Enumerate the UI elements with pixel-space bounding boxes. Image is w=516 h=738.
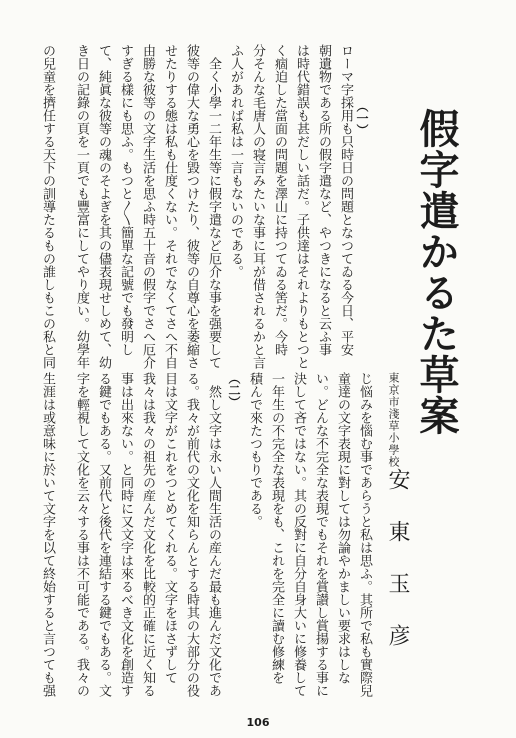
- text-line: 我々は我々の祖先の産んだ文化を比較的正確に近く知る: [140, 372, 155, 697]
- text-line: 字を輕視して文化を云々する事は不可能である。我々の: [74, 372, 89, 697]
- text-line: すぎる樣にも思ふ。もつと〳〵簡單な記號でも發明し: [118, 44, 133, 356]
- text-line: る鍵でもある。又前代と後代を連結する鍵でもある。文: [96, 372, 111, 697]
- text-line: 積んで來たつもりである。: [247, 372, 262, 528]
- text-line: 彼等の偉大な勇心を毀つけたり、彼等の自尊心を萎縮さ: [184, 44, 199, 369]
- text-line: 決して吝ではない。其の反對に自分自身大いに修養して: [291, 372, 306, 697]
- section-2-heading-vertical: （二）: [227, 372, 241, 408]
- text-line: ふ人があれば私は一言もないのである。: [228, 44, 243, 278]
- text-line: く痼迫した當面の問題を澤山に持つてゐる筈だ。今時: [272, 44, 287, 356]
- text-line: 分そんな毛唐人の寝言みたいな事に耳が借されるかと言: [250, 44, 265, 369]
- text-line: る。我々が前代の文化を知らんとする時其の大部分の役: [184, 372, 199, 697]
- article-title: 假字遣かるた草案: [413, 108, 460, 436]
- text-line: の兒童を擠任する天下の訓導たるもの誰しもこの私と同: [40, 44, 55, 369]
- text-line: い。どんな不完全な表現でもそれを賞讃し賞揚する事に: [313, 372, 328, 697]
- text-line: き日の記錄の頁を一頁でも豐富にしてやり度い。幼學年: [74, 44, 89, 369]
- author-name: 安東玉彦: [385, 468, 410, 676]
- section-1-heading: （一）: [355, 100, 369, 136]
- text-line: は時代錯誤も甚だしい話だ。子供達はそれよりもとつと: [294, 44, 309, 369]
- text-line: 事は出來ない。と同時に又文字は來るべき文化を創造す: [118, 372, 133, 697]
- text-line: 目は文字がこれをつとめてくれる。文字をほさずして: [162, 372, 177, 684]
- text-line: じ悩みを惱む事であらうと私は思ふ。其所で私も實際兒: [357, 372, 372, 697]
- text-line: 一年生の不完全な表現をも、これを完全に讀む修練を: [269, 372, 284, 684]
- text-line: せたりする態は私も仕度くない。それでなくてさへ不自: [162, 44, 177, 369]
- text-line: 然し文字は永い人間生活の産んだ最も進んだ文化であ: [206, 372, 221, 697]
- text-line: ローマ字採用も只時日の問題となつてゐる今日、平安: [338, 44, 353, 356]
- text-line: 全く小學一二年生等に假字遣など厄介な事を强要して: [206, 44, 221, 369]
- page-number: 106: [246, 716, 270, 729]
- text-line: 生涯は或意味に於いて文字を以て終始すると言つても强: [40, 372, 55, 697]
- text-line: て、純眞な彼等の魂のそよぎを其の儘表現せしめて、幼: [96, 44, 111, 369]
- text-line: 童達の文字表現に對しては勿論やかましい要求はしな: [335, 372, 350, 684]
- text-line: 由勝な彼等の文字生活を思ふ時五十音の假字でさへ厄介: [140, 44, 155, 369]
- text-line: 朝遺物である所の假字遣など、やつきになると云ふ事: [316, 44, 331, 356]
- author-affiliation: 東京市淺草小學校: [387, 372, 400, 468]
